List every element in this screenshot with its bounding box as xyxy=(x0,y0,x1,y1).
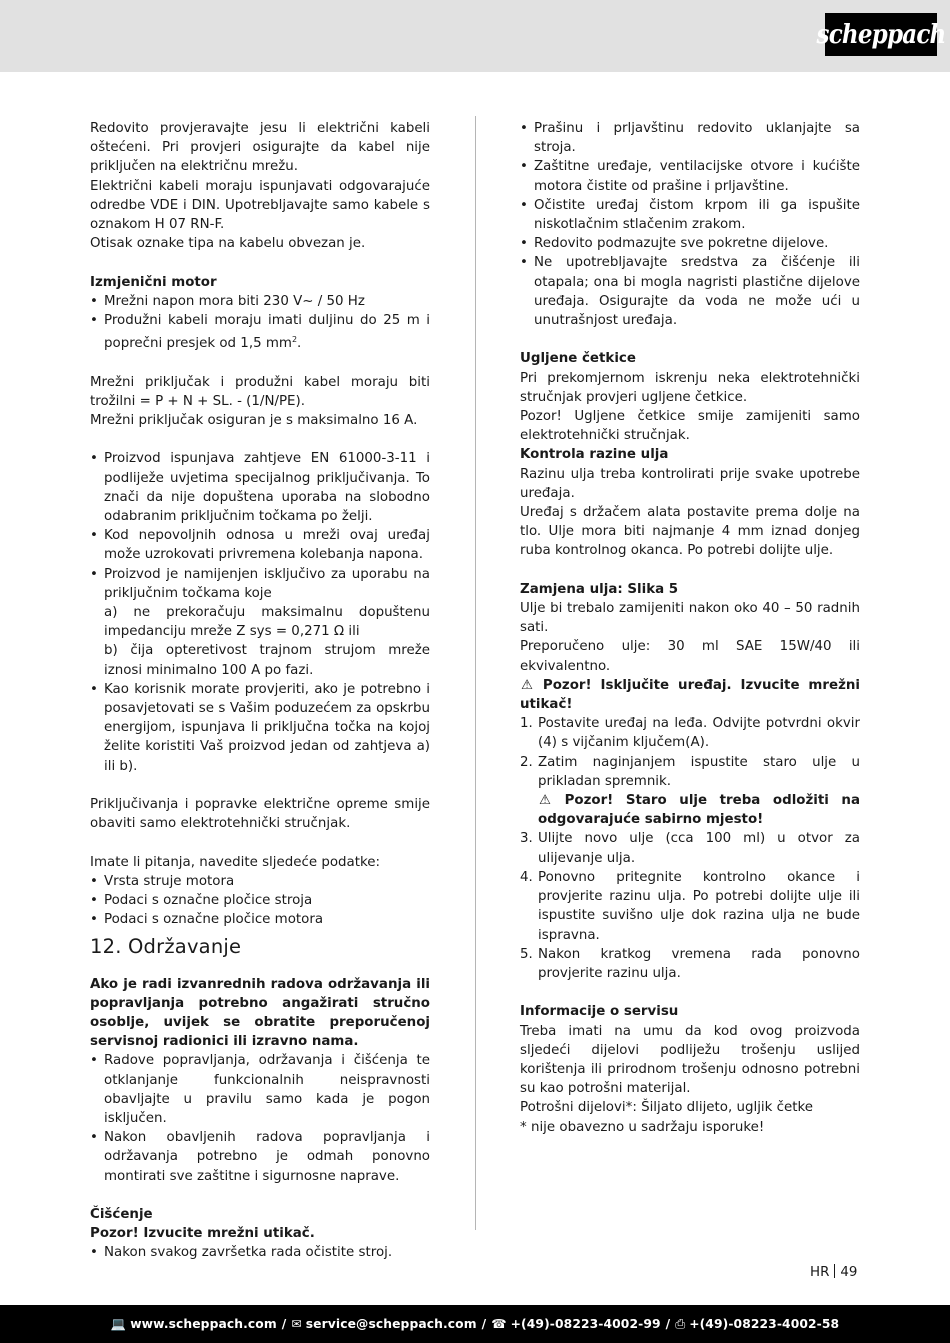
list-item: • Očistite uređaj čistom krpom ili ga ispušite niskotlačnim stlačenim zrakom. xyxy=(520,197,860,233)
list-item: • Nakon obavljenih radova popravljanja i održavanja potrebno je odmah ponovno montirati sve zaštitne i sigurnosne naprave. xyxy=(90,1130,430,1184)
right-column xyxy=(520,119,860,1137)
questions-paragraph: Imate li pitanja, navedite sljedeće podatke: xyxy=(90,854,380,870)
section-title: 12. Održavanje xyxy=(90,935,242,959)
brush-warning-paragraph: Pozor! Ugljene četkice smije zamijeniti samo elektrotehnički stručnjak. xyxy=(520,409,860,444)
step-item: 3. Ulijte novo ulje (cca 100 ml) u otvor za ulijevanje ulja. xyxy=(520,831,860,866)
service-paragraph: Treba imati na umu da kod ovog proizvoda sljedeći dijelovi podliježu trošenju uslijed korištenja ili prirodnom trošenju odnosno potrebni su kao potrošni materijal. xyxy=(520,1023,860,1097)
list-item: • Nakon svakog završetka rada očistite stroj. xyxy=(90,1245,393,1261)
scheppach-logo xyxy=(816,13,946,56)
list-item: • Redovito podmazujte sve pokretne dijelove. xyxy=(520,236,829,252)
unplug-warning: ⚠ Pozor! Isključite uređaj. Izvucite mrežni utikač! xyxy=(520,677,860,713)
list-item: • Produžni kabeli moraju imati duljinu do 25 m i poprečni presjek od 1,5 $mm^2$. xyxy=(90,313,430,352)
service-heading: Informacije o servisu xyxy=(520,1004,679,1020)
step-item: 4. Ponovno pritegnite kontrolno okance i provjerite razinu ulja. Po potrebi dolijte ulje ili ispustite suvišno ulje dok razina ulja ne bude ispravna. xyxy=(520,869,860,943)
oil-recommendation: Preporučeno ulje: 30 ml SAE 15W/40 ili ekvivalentno. xyxy=(520,639,860,674)
email-icon: ✉ xyxy=(291,1317,302,1331)
oil-level-paragraph: Razinu ulja treba kontrolirati prije svake upotrebe uređaja. xyxy=(520,466,860,501)
step-item: 5. Nakon kratkog vremena rada ponovno provjerite razinu ulja. xyxy=(520,946,860,981)
page-number xyxy=(810,1264,857,1280)
motor-heading: Izmjenični motor xyxy=(90,274,217,290)
oil-change-heading: Zamjena ulja: Slika 5 xyxy=(520,581,679,597)
footer-website[interactable]: www.scheppach.com xyxy=(130,1317,277,1331)
logo-text: scheppach xyxy=(816,18,946,51)
repair-paragraph: Priključivanja i popravke električne opreme smije obaviti samo elektrotehnički stručnjak. xyxy=(90,797,430,832)
list-item: • Mrežni napon mora biti 230 V~ / 50 Hz xyxy=(90,293,365,309)
list-item: • Zaštitne uređaje, ventilacijske otvore i kućište motora čistite od prašine i prljavštine. xyxy=(520,159,860,194)
fuse-paragraph: Mrežni priključak osiguran je s maksimalno 16 A. xyxy=(90,413,418,429)
computer-icon: 💻 xyxy=(110,1316,127,1331)
warning-icon: ⚠ xyxy=(520,677,533,693)
cleaning-warning: Pozor! Izvucite mrežni utikač. xyxy=(90,1226,315,1242)
oil-level-instructions: Uređaj s držačem alata postavite prema dolje na tlo. Ulje mora biti najmanje 4 mm iznad donjeg ruba kontrolnog okanca. Po potrebi dolijte ulje. xyxy=(520,505,860,559)
phone-icon: ☎ xyxy=(491,1317,507,1331)
page-number-value: 49 xyxy=(840,1265,858,1280)
oil-change-interval: Ulje bi trebalo zamijeniti nakon oko 40 – 50 radnih sati. xyxy=(520,601,860,636)
list-item: • Podaci s označne pločice motora xyxy=(90,912,324,928)
brush-heading: Ugljene četkice xyxy=(520,351,636,367)
page-header xyxy=(0,0,950,72)
old-oil-warning: ⚠ Pozor! Staro ulje treba odložiti na odgovarajuće sabirno mjesto! xyxy=(538,793,860,828)
list-item: • Kao korisnik morate provjeriti, ako je potrebno i posavjetovati se s Vašim poduzećem za opskrbu energijom, ispunjava li priključna točka na kojoj želite koristiti Vaš proizvod jedan od zahtjeva a) ili b). xyxy=(90,681,430,774)
step-item: 2. Zatim naginjanjem ispustite staro ulje u prikladan spremnik. ⚠ Pozor! Staro ulje treba odložiti na odgovarajuće sabirno mjesto! xyxy=(520,753,860,830)
footer-fax: +(49)-08223-4002-58 xyxy=(689,1317,840,1331)
page-footer: 💻 www.scheppach.com / ✉ service@scheppach.com / ☎ +(49)-08223-4002-99 / ⎙ +(49)-08223-4002-58 xyxy=(0,1305,950,1343)
cable-check-paragraph: Redovito provjeravajte jesu li električni kabeli oštećeni. Pri provjeri osigurajte da kabel nije priključen na električnu mrežu. xyxy=(90,121,430,175)
cable-standard-paragraph: Električni kabeli moraju ispunjavati odgovarajuće odredbe VDE i DIN. Upotrebljavajte samo kabele s oznakom H 07 RN-F. xyxy=(90,178,430,233)
list-item: • Ne upotrebljavajte sredstva za čišćenje ili otapala; ona bi mogla nagristi plastične dijelove uređaja. Osigurajte da voda ne može ući u unutrašnjost uređaja. xyxy=(520,255,860,329)
list-item: • Prašinu i prljavštinu redovito uklanjajte sa stroja. xyxy=(520,121,860,156)
cleaning-heading: Čišćenje xyxy=(90,1207,153,1223)
fax-icon: ⎙ xyxy=(675,1316,686,1331)
page-number-divider xyxy=(834,1264,835,1278)
delivery-note: * nije obavezno u sadržaju isporuke! xyxy=(520,1119,765,1135)
list-item: • Radove popravljanja, održavanja i čišćenja te otklanjanje funkcionalnih neispravnosti obavljajte u pravilu samo kada je pogon isključen. xyxy=(90,1053,430,1127)
list-item: • Proizvod ispunjava zahtjeve EN 61000-3-11 i podliježe uvjetima specijalnog priključivanja. To znači da nije dopuštena uporaba na slobodno odabranim priključnim točkama po želji. xyxy=(90,451,430,525)
page-lang: HR xyxy=(810,1265,830,1280)
cable-marking-paragraph: Otisak oznake tipa na kabelu obvezan je. xyxy=(90,236,366,252)
column-divider xyxy=(475,116,476,1230)
oil-level-heading: Kontrola razine ulja xyxy=(520,447,669,463)
warning-icon: ⚠ xyxy=(538,793,551,809)
consumables-paragraph: Potrošni dijelovi*: Šiljato dlijeto, ugljik četke xyxy=(520,1100,814,1116)
list-item: • Kod nepovoljnih odnosa u mreži ovaj uređaj može uzrokovati privremena kolebanja napona. xyxy=(90,528,430,563)
brush-paragraph: Pri prekomjernom iskrenju neka elektrotehnički stručnjak provjeri ugljene četkice. xyxy=(520,370,860,405)
list-item: • Vrsta struje motora xyxy=(90,873,235,889)
left-column xyxy=(90,119,430,1263)
list-item: • Podaci s označne pločice stroja xyxy=(90,893,313,909)
footer-phone: +(49)-08223-4002-99 xyxy=(510,1317,661,1331)
step-item: 1. Postavite uređaj na leđa. Odvijte potvrdni okvir (4) s vijčanim ključem(A). xyxy=(520,716,860,751)
list-item: • Proizvod je namijenjen isključivo za uporabu na priključnim točkama koje a) ne prekoračuju maksimalnu dopuštenu impedanciju mreže Z sys = 0,271 Ω ili b) čija opteretivost trajnom strujom mreže iznosi minimalno 100 A po fazi. xyxy=(90,566,430,678)
footer-email[interactable]: service@scheppach.com xyxy=(305,1317,477,1331)
connection-paragraph: Mrežni priključak i produžni kabel moraju biti trožilni = P + N + SL. - (1/N/PE). xyxy=(90,374,430,409)
maintenance-intro: Ako je radi izvanrednih radova održavanja ili popravljanja potrebno angažirati stručno osoblje, uvijek se obratite preporučenoj servisnoj radionici ili izravno nama. xyxy=(90,976,430,1050)
